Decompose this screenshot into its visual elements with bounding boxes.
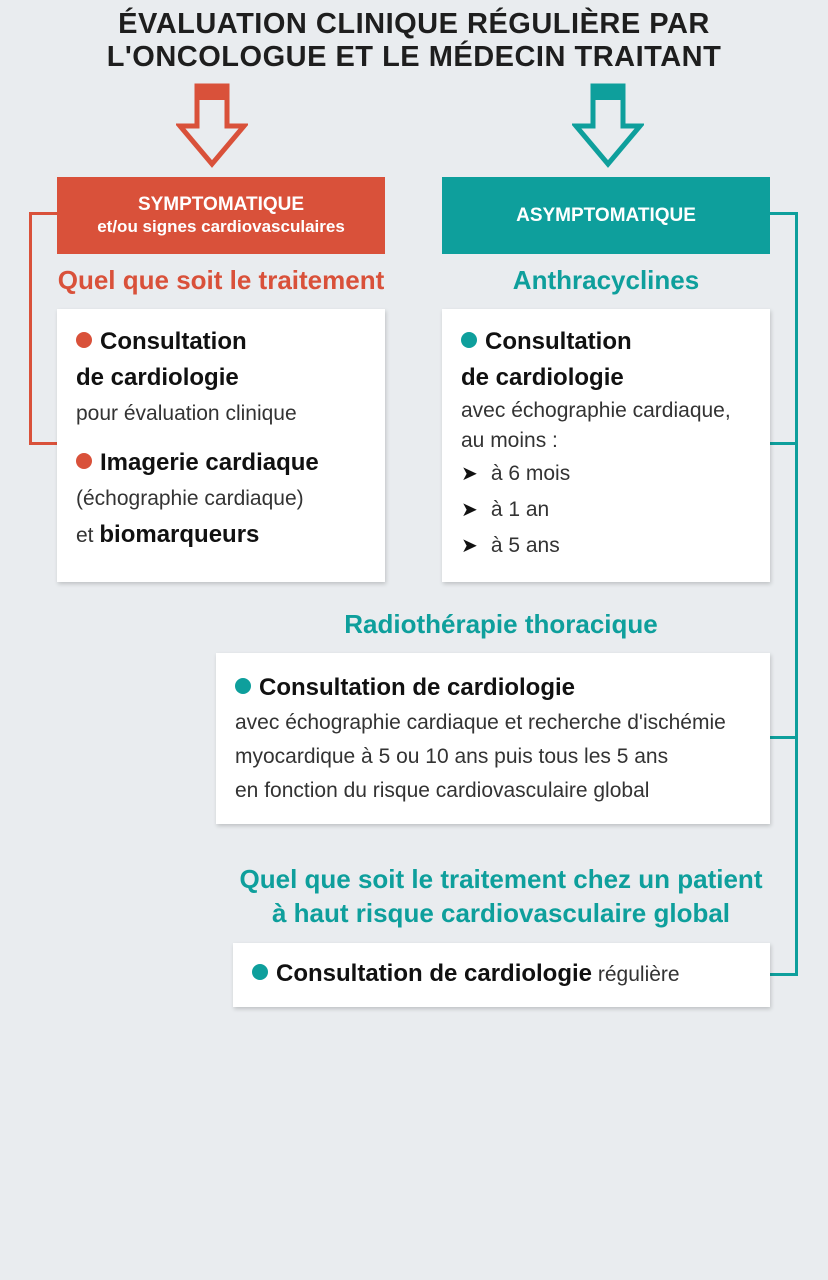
item1-description: pour évaluation clinique xyxy=(76,402,297,425)
risk-title: Consultation de cardiologie xyxy=(276,960,593,987)
bullet-dot-icon xyxy=(235,678,251,694)
title-line-1: ÉVALUATION CLINIQUE RÉGULIÈRE PAR xyxy=(118,8,710,40)
anthra-bullet-1: à 6 mois xyxy=(490,462,571,485)
left-bracket-bottom xyxy=(29,442,57,445)
symptomatic-header xyxy=(57,177,385,254)
right-bracket-vertical xyxy=(795,212,798,976)
radio-line-2: myocardique à 5 ou 10 ans puis tous les 5 ans xyxy=(235,745,669,768)
risk-description: régulière xyxy=(597,963,680,986)
item2-connector: et xyxy=(76,524,94,547)
risk-card xyxy=(233,943,770,1007)
left-bracket-top xyxy=(29,212,57,215)
anthracyclines-card xyxy=(442,309,770,582)
asymptomatic-header-title: ASYMPTOMATIQUE xyxy=(516,204,696,226)
symptomatic-header-title: SYMPTOMATIQUE xyxy=(137,193,305,215)
anthra-bullet-2: à 1 an xyxy=(490,498,550,521)
bullet-dot-icon xyxy=(76,332,92,348)
right-branch-risk xyxy=(770,973,798,976)
right-bracket-top xyxy=(770,212,798,215)
radio-title: Consultation de cardiologie xyxy=(259,674,576,701)
arrow-bullet-icon: ➤ xyxy=(461,499,478,521)
risk-subheading xyxy=(216,862,786,930)
bullet-dot-icon xyxy=(252,964,268,980)
down-arrow-red-icon xyxy=(176,80,248,168)
anthra-title-line1: Consultation xyxy=(485,328,632,355)
left-subheading: Quel que soit le traitement xyxy=(57,265,385,295)
radio-line-1: avec échographie cardiaque et recherche d'ischémie xyxy=(235,711,726,734)
radio-card xyxy=(216,653,770,824)
bullet-dot-icon xyxy=(76,453,92,469)
risk-subheading-line1: Quel que soit le traitement chez un patient xyxy=(239,864,763,894)
anthra-description-line1: avec échographie cardiaque, xyxy=(461,399,731,422)
anthra-title-line2: de cardiologie xyxy=(461,364,624,391)
radio-line-3: en fonction du risque cardiovasculaire global xyxy=(235,779,650,802)
arrow-bullet-icon: ➤ xyxy=(461,463,478,485)
item2-description: (échographie cardiaque) xyxy=(76,487,304,510)
item1-title-line1: Consultation xyxy=(100,328,247,355)
right-branch-anthracyclines xyxy=(770,442,798,445)
symptomatic-card xyxy=(57,309,385,582)
bullet-dot-icon xyxy=(461,332,477,348)
arrow-bullet-icon: ➤ xyxy=(461,535,478,557)
item2-title-2: biomarqueurs xyxy=(99,521,260,548)
risk-subheading-line2: à haut risque cardiovasculaire global xyxy=(271,898,731,928)
item1-title-line2: de cardiologie xyxy=(76,364,239,391)
left-bracket-vertical xyxy=(29,212,32,445)
diagram-title xyxy=(0,8,828,74)
title-line-2: L'ONCOLOGUE ET LE MÉDECIN TRAITANT xyxy=(106,41,722,73)
anthra-bullet-3: à 5 ans xyxy=(490,534,560,557)
item2-title: Imagerie cardiaque xyxy=(100,449,319,476)
anthracyclines-subheading: Anthracyclines xyxy=(512,265,700,295)
asymptomatic-header xyxy=(442,177,770,254)
right-branch-radio xyxy=(770,736,798,739)
down-arrow-teal-icon xyxy=(572,80,644,168)
symptomatic-header-subtitle: et/ou signes cardiovasculaires xyxy=(97,216,345,236)
radio-subheading: Radiothérapie thoracique xyxy=(344,609,658,639)
anthra-description-line2: au moins : xyxy=(461,429,558,452)
